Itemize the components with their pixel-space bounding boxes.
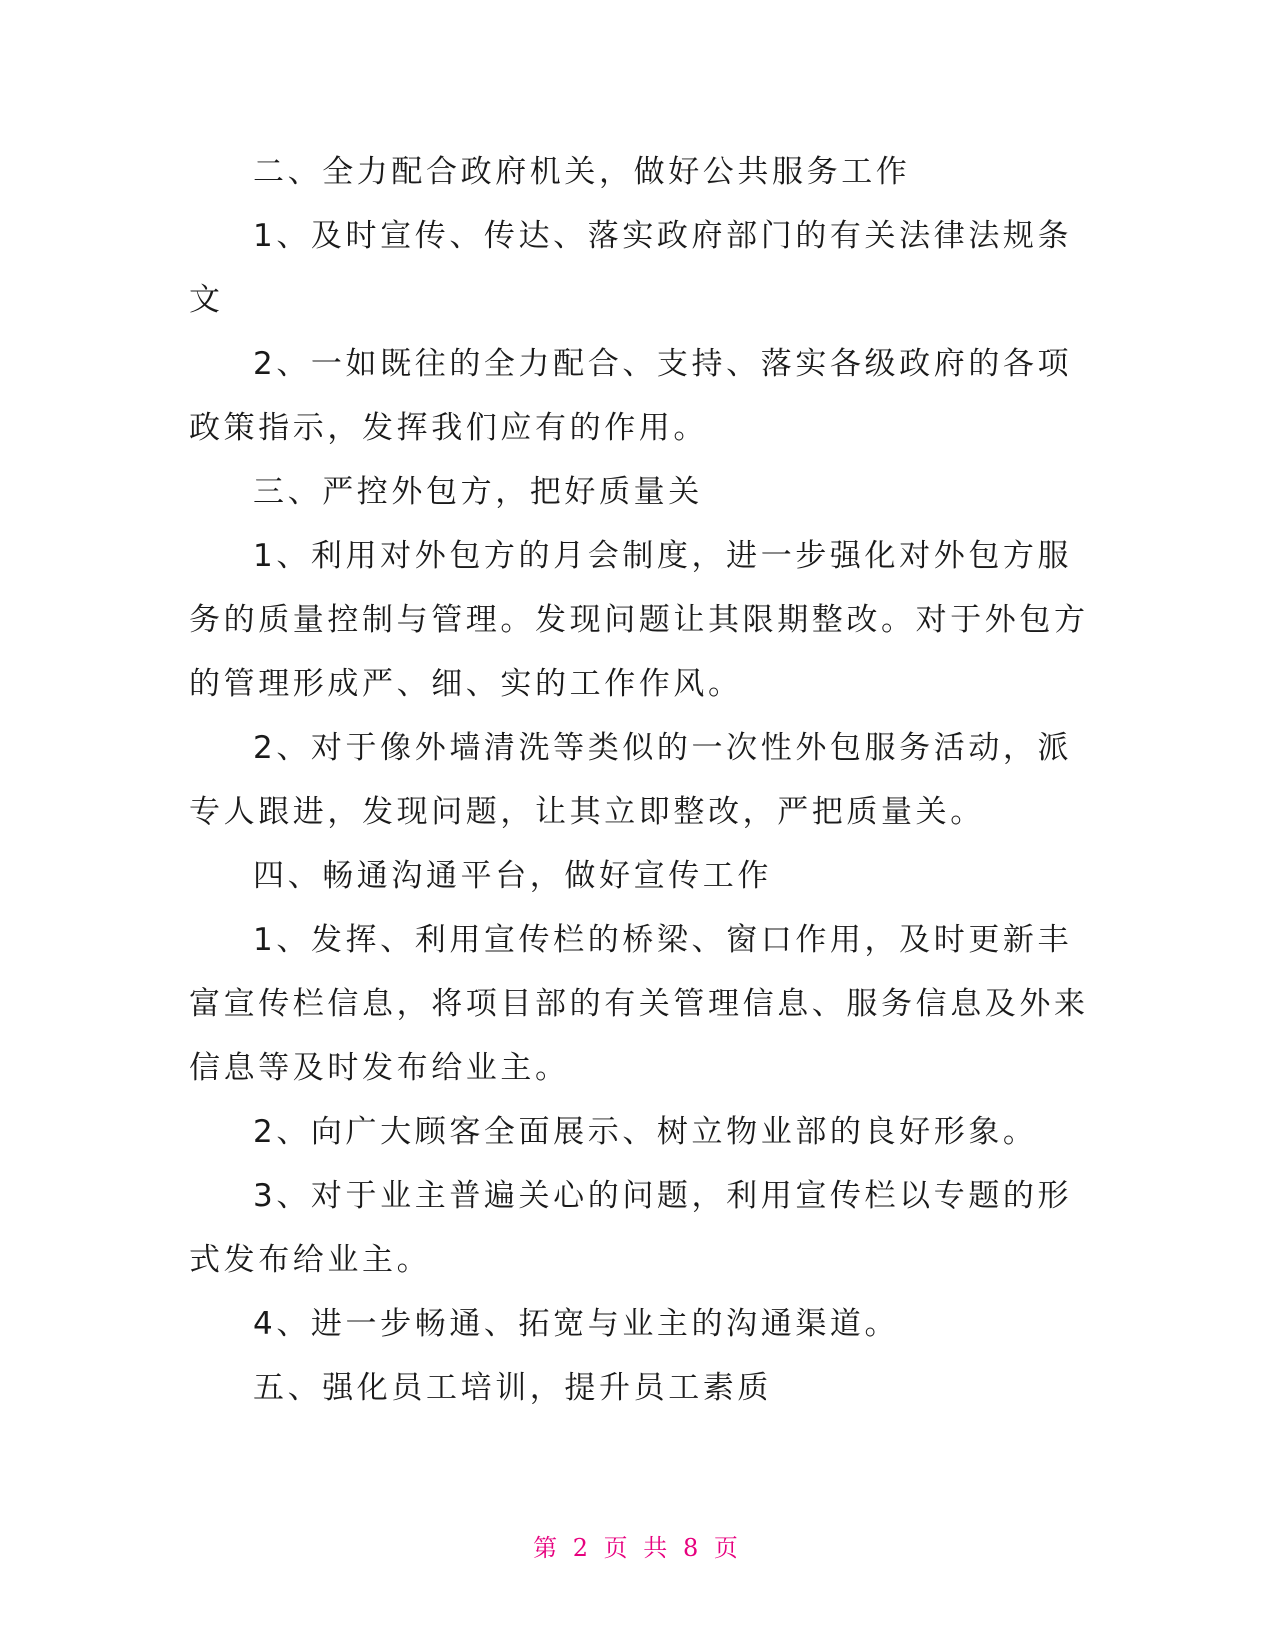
- paragraph-item: 2、对于像外墙清洗等类似的一次性外包服务活动，派专人跟进，发现问题，让其立即整改，严把质量关。: [189, 730, 1073, 830]
- section-heading-3: 三、严控外包方，把好质量关: [253, 474, 703, 510]
- paragraph-item: 2、一如既往的全力配合、支持、落实各级政府的各项政策指示，发挥我们应有的作用。: [189, 346, 1073, 446]
- page-footer: [0, 1528, 1275, 1563]
- section-heading-2: 二、全力配合政府机关，做好公共服务工作: [253, 154, 911, 190]
- paragraph-item: 2、向广大顾客全面展示、树立物业部的良好形象。: [253, 1114, 1038, 1150]
- paragraph-item: 1、及时宣传、传达、落实政府部门的有关法律法规条文: [189, 218, 1073, 318]
- section-heading-4: 四、畅通沟通平台，做好宣传工作: [253, 858, 772, 894]
- paragraph-item: 1、发挥、利用宣传栏的桥梁、窗口作用，及时更新丰富宣传栏信息，将项目部的有关管理信息、服务信息及外来信息等及时发布给业主。: [189, 922, 1089, 1086]
- document-body: [189, 140, 1089, 1420]
- section-heading-5: 五、强化员工培训，提升员工素质: [253, 1370, 772, 1406]
- page-number-label: 第 2 页 共 8 页: [533, 1534, 742, 1562]
- paragraph-item: 3、对于业主普遍关心的问题，利用宣传栏以专题的形式发布给业主。: [189, 1178, 1073, 1278]
- paragraph-item: 1、利用对外包方的月会制度，进一步强化对外包方服务的质量控制与管理。发现问题让其限期整改。对于外包方的管理形成严、细、实的工作作风。: [189, 538, 1089, 702]
- paragraph-item: 4、进一步畅通、拓宽与业主的沟通渠道。: [253, 1306, 900, 1342]
